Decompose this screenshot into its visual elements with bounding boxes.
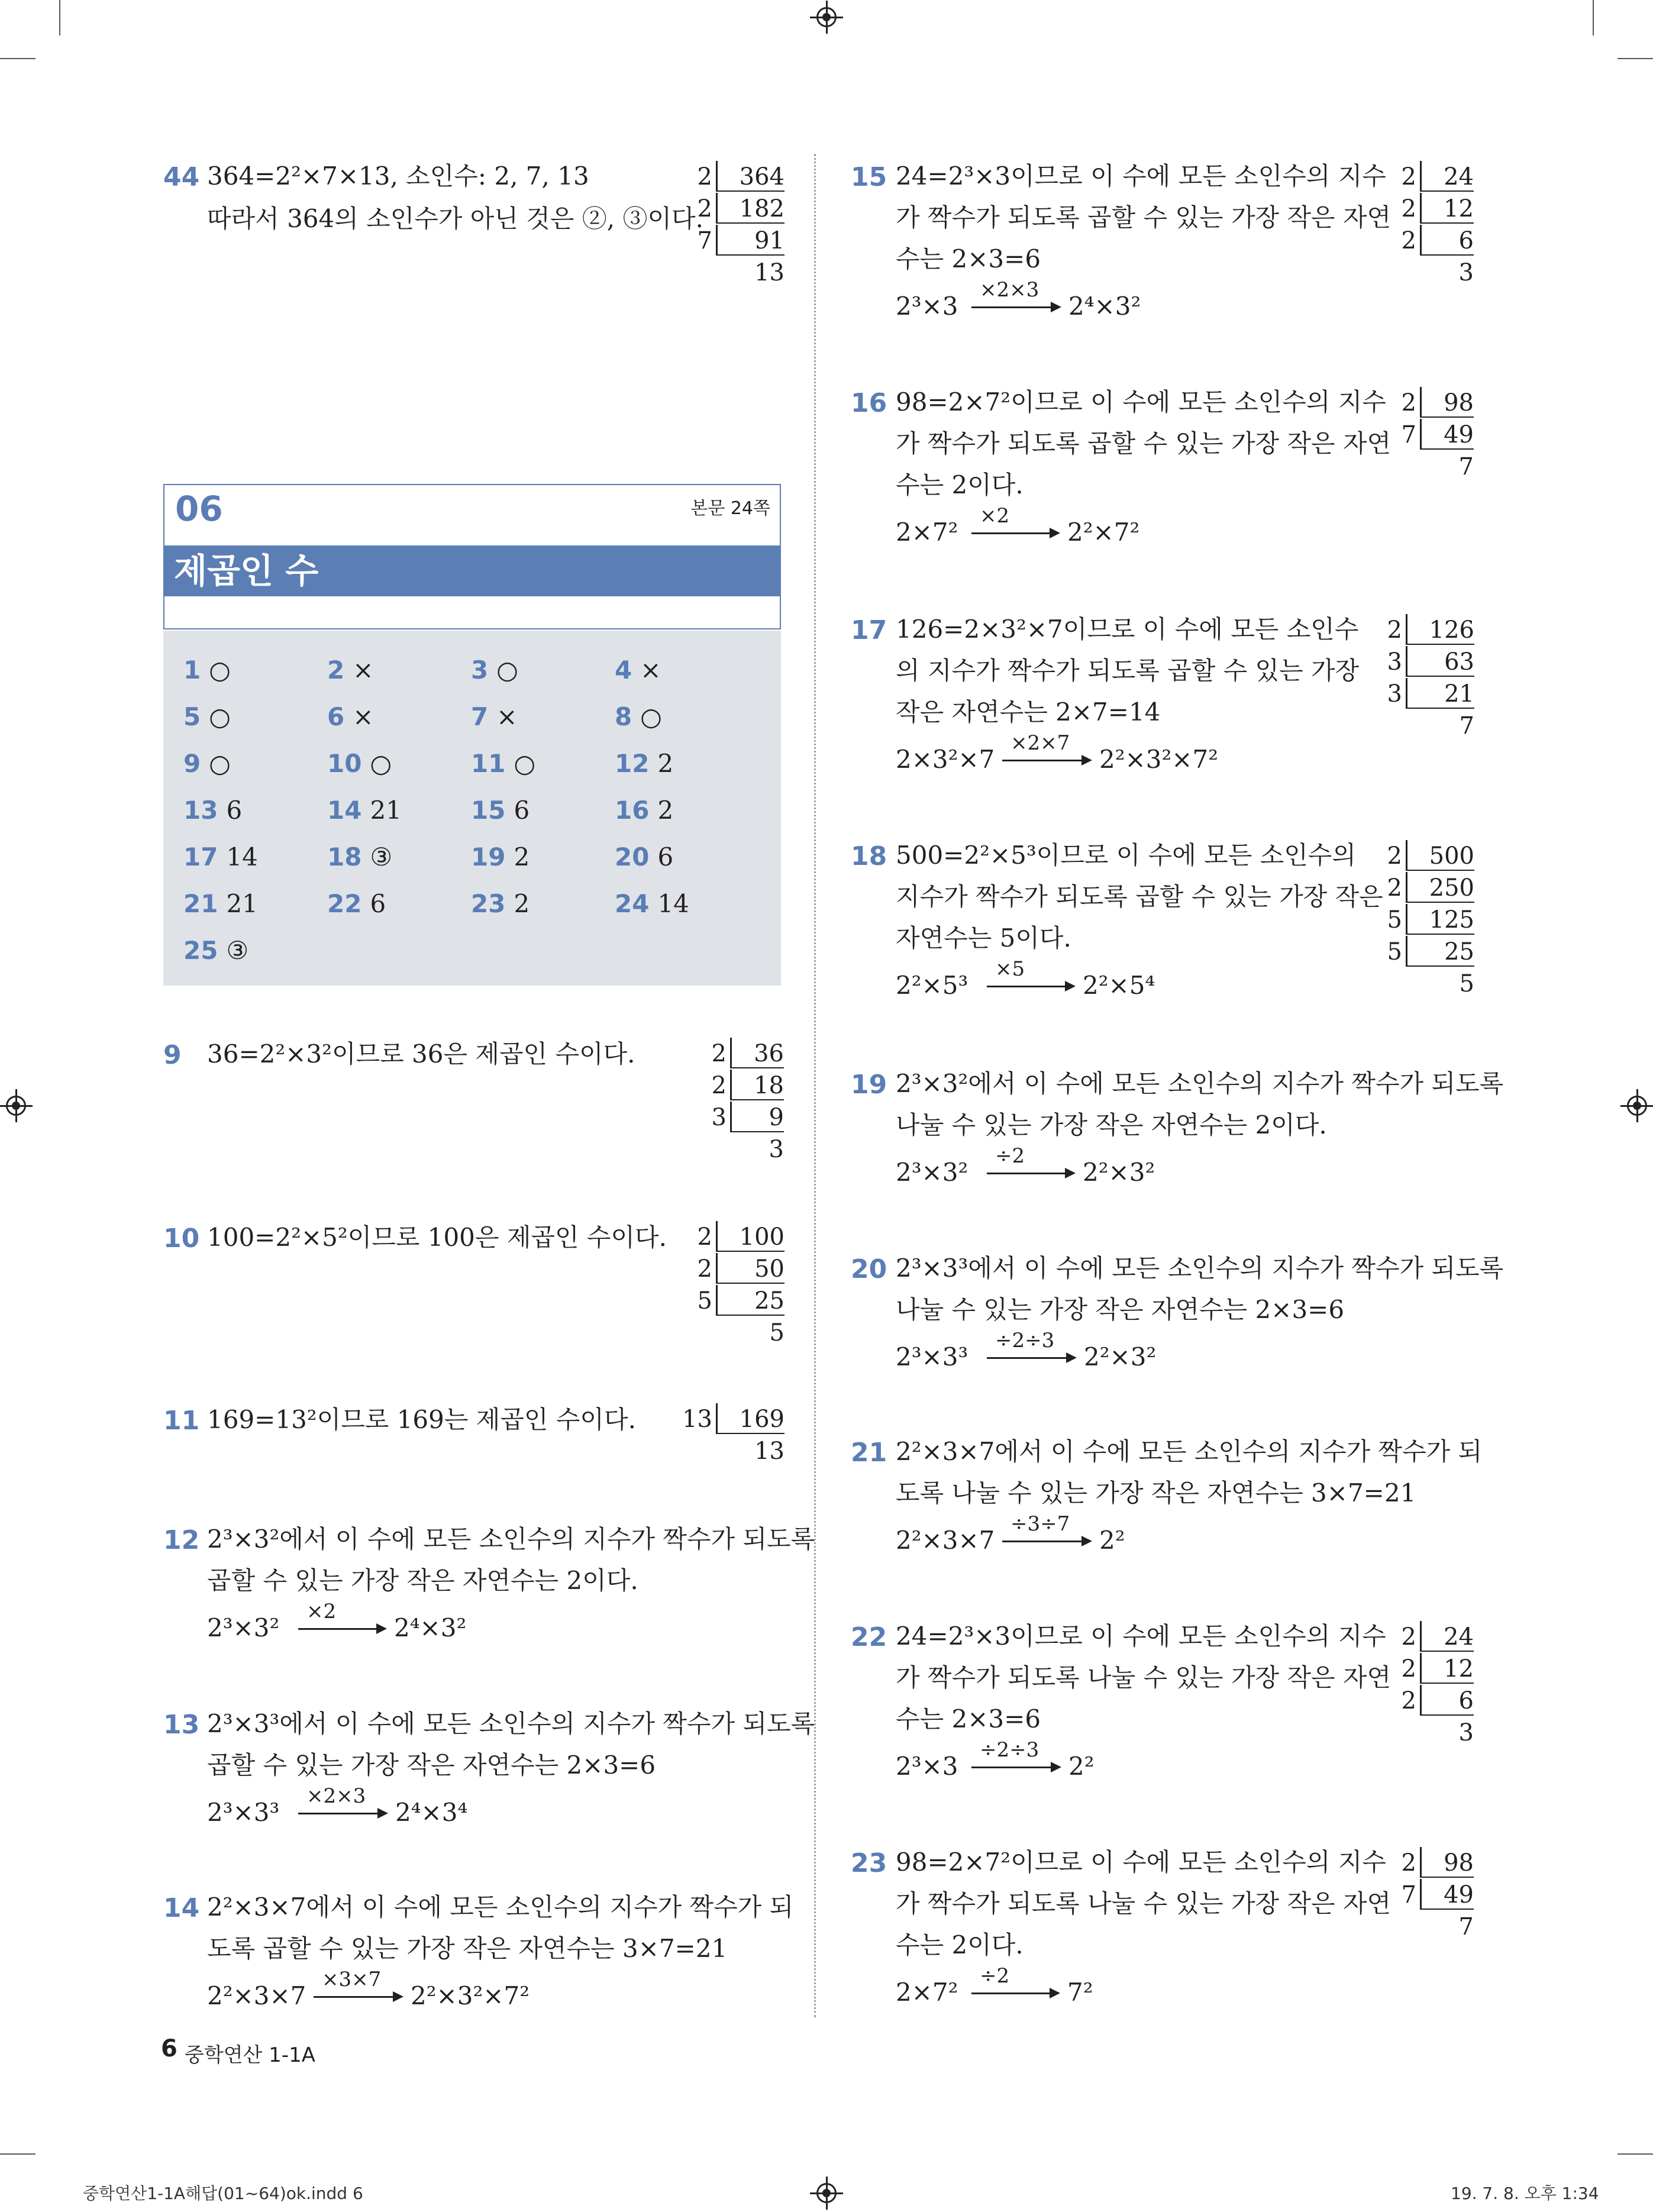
expression-from: 2³×3³ [207, 1798, 280, 1827]
operation-label: ×5 [995, 957, 1025, 981]
answer-value: 6 [370, 889, 386, 918]
operation-label: ÷2 [980, 1964, 1010, 1988]
problem-number: 10 [163, 1223, 200, 1254]
operation-label: ÷2 [995, 1144, 1025, 1168]
arrow-head-icon [1065, 981, 1076, 992]
arrow-icon [987, 1357, 1067, 1359]
expression-to: 2²×3²×7² [411, 1981, 530, 2010]
dividend: 6 [1420, 1685, 1474, 1716]
answer-item [615, 842, 673, 871]
divisor: 2 [711, 1040, 727, 1067]
answer-value: ○ [209, 702, 231, 731]
answer-key-box [163, 631, 781, 986]
problem-line: 의 지수가 짝수가 되도록 곱할 수 있는 가장 [896, 656, 1360, 685]
expression-to: 2²×5⁴ [1083, 971, 1155, 1000]
answer-item [471, 655, 518, 684]
problem-line: 2²×3×7에서 이 수에 모든 소인수의 지수가 짝수가 되 [207, 1893, 794, 1922]
answer-item [183, 702, 231, 731]
divisor: 3 [1387, 680, 1402, 708]
answer-item [471, 702, 517, 731]
divisor: 2 [1401, 163, 1416, 190]
dividend: 126 [1406, 614, 1474, 645]
problem-line: 지수가 짝수가 되도록 곱할 수 있는 가장 작은 [896, 882, 1383, 911]
operation-label: ÷2÷3 [995, 1329, 1055, 1352]
problem-line: 도록 곱할 수 있는 가장 작은 자연수는 3×7=21 [207, 1934, 728, 1963]
answer-number: 6 [327, 702, 345, 731]
quotient: 13 [754, 259, 784, 286]
operation-label: ×2 [306, 1600, 337, 1623]
problem-line: 나눌 수 있는 가장 작은 자연수는 2×3=6 [896, 1295, 1345, 1324]
slug-date: 19. 7. 8. 오후 1:34 [1451, 2184, 1599, 2203]
operation-label: ×2×3 [306, 1784, 366, 1808]
expression-from: 2³×3² [207, 1613, 280, 1642]
answer-value: 2 [514, 842, 530, 871]
expression-to: 2⁴×3² [394, 1613, 467, 1642]
problem-line: 2³×3³에서 이 수에 모든 소인수의 지수가 짝수가 되도록 [207, 1709, 815, 1738]
answer-number: 17 [183, 842, 218, 871]
answer-value: 21 [226, 889, 258, 918]
answer-value: × [353, 702, 374, 731]
answer-item [327, 796, 402, 825]
arrow-head-icon [377, 1808, 388, 1819]
dividend: 98 [1420, 387, 1474, 418]
expression-to: 2² [1068, 1752, 1095, 1781]
divisor: 2 [1401, 1687, 1416, 1714]
expression-from: 2×7² [896, 518, 958, 547]
quotient: 3 [1458, 1719, 1474, 1746]
problem-number: 15 [851, 162, 887, 192]
arrow-icon [298, 1813, 379, 1814]
section-page-ref: 본문 24쪽 [690, 498, 770, 519]
expression-to: 2²×3²×7² [1099, 745, 1219, 774]
page-number: 6 [161, 2035, 177, 2062]
answer-number: 12 [615, 749, 650, 778]
arrow-head-icon [376, 1623, 387, 1634]
divisor: 2 [1401, 389, 1416, 416]
answer-value: 14 [226, 842, 258, 871]
answer-number: 23 [471, 889, 506, 918]
expression-from: 2³×3 [896, 292, 958, 321]
answer-value: × [353, 655, 374, 684]
problem-line: 500=2²×5³이므로 이 수에 모든 소인수의 [896, 841, 1356, 870]
expression-from: 2×3²×7 [896, 745, 995, 774]
expression-to: 2²×7² [1067, 518, 1140, 547]
registration-mark-icon [1627, 1096, 1647, 1116]
problem-line: 가 짝수가 되도록 곱할 수 있는 가장 작은 자연 [896, 429, 1392, 458]
answer-number: 10 [327, 749, 362, 778]
quotient: 7 [1458, 453, 1474, 480]
quotient: 5 [769, 1319, 784, 1346]
problem-line: 가 짝수가 되도록 나눌 수 있는 가장 작은 자연 [896, 1889, 1392, 1918]
answer-number: 5 [183, 702, 201, 731]
dividend: 500 [1406, 840, 1474, 871]
dividend: 49 [1420, 419, 1474, 450]
problem-line: 따라서 364의 소인수가 아닌 것은 ②, ③이다. [207, 204, 703, 233]
answer-number: 24 [615, 889, 650, 918]
problem-line: 가 짝수가 되도록 곱할 수 있는 가장 작은 자연 [896, 203, 1392, 232]
dividend: 24 [1420, 1621, 1474, 1652]
crop-mark [1593, 0, 1594, 35]
dividend: 182 [716, 193, 784, 224]
quotient: 7 [1458, 1913, 1474, 1940]
dividend: 24 [1420, 161, 1474, 192]
answer-value: ○ [209, 749, 231, 778]
answer-item [183, 796, 242, 825]
arrow-head-icon [1066, 1352, 1077, 1363]
answer-item [471, 842, 530, 871]
problem-line: 98=2×7²이므로 이 수에 모든 소인수의 지수 [896, 387, 1386, 416]
arrow-icon [971, 306, 1052, 308]
problem-line: 수는 2×3=6 [896, 1704, 1041, 1733]
answer-item [615, 749, 673, 778]
crop-mark [1618, 58, 1653, 59]
answer-item [471, 796, 530, 825]
dividend: 6 [1420, 225, 1474, 256]
dividend: 12 [1420, 1653, 1474, 1684]
answer-item [615, 796, 673, 825]
problem-line: 2³×3²에서 이 수에 모든 소인수의 지수가 짝수가 되도록 [207, 1525, 815, 1554]
expression-from: 2³×3² [896, 1158, 968, 1187]
problem-line: 36=2²×3²이므로 36은 제곱인 수이다. [207, 1039, 635, 1068]
problem-number: 22 [851, 1622, 887, 1652]
problem-number: 17 [851, 615, 887, 645]
answer-number: 7 [471, 702, 489, 731]
answer-number: 25 [183, 936, 218, 965]
problem-number: 13 [163, 1710, 200, 1740]
crop-mark [0, 2153, 35, 2155]
divisor: 2 [1387, 874, 1402, 902]
registration-mark-icon [816, 2183, 837, 2203]
answer-number: 8 [615, 702, 632, 731]
arrow-head-icon [1051, 1762, 1061, 1772]
arrow-head-icon [1050, 528, 1060, 538]
problem-line: 곱할 수 있는 가장 작은 자연수는 2×3=6 [207, 1751, 656, 1780]
expression-to: 2² [1099, 1526, 1125, 1555]
answer-number: 1 [183, 655, 201, 684]
problem-number: 12 [163, 1525, 200, 1555]
dividend: 25 [1406, 936, 1474, 967]
problem-line: 100=2²×5²이므로 100은 제곱인 수이다. [207, 1223, 667, 1252]
problem-line: 126=2×3²×7이므로 이 수에 모든 소인수 [896, 615, 1359, 644]
operation-label: ×2×7 [1010, 731, 1070, 755]
problem-line: 2³×3³에서 이 수에 모든 소인수의 지수가 짝수가 되도록 [896, 1254, 1504, 1283]
answer-value: 2 [657, 796, 674, 825]
dividend: 9 [730, 1102, 784, 1132]
registration-mark-icon [6, 1096, 26, 1116]
answer-number: 18 [327, 842, 362, 871]
operation-label: ÷3÷7 [1010, 1512, 1070, 1536]
dividend: 36 [730, 1038, 784, 1068]
answer-number: 4 [615, 655, 632, 684]
answer-value: 21 [370, 796, 402, 825]
problem-number: 16 [851, 388, 887, 418]
dividend: 12 [1420, 193, 1474, 224]
operation-label: ×2×3 [980, 278, 1039, 302]
problem-line: 수는 2이다. [896, 470, 1024, 499]
divisor: 5 [1387, 906, 1402, 934]
dividend: 100 [716, 1221, 784, 1252]
answer-item [183, 842, 258, 871]
answer-number: 9 [183, 749, 201, 778]
expression-to: 2²×3² [1083, 1158, 1155, 1187]
answer-item [471, 749, 535, 778]
arrow-icon [987, 1173, 1066, 1174]
quotient: 3 [1458, 259, 1474, 286]
quotient: 7 [1459, 712, 1474, 740]
problem-number: 19 [851, 1070, 887, 1100]
problem-line: 98=2×7²이므로 이 수에 모든 소인수의 지수 [896, 1848, 1386, 1877]
problem-line: 2²×3×7에서 이 수에 모든 소인수의 지수가 짝수가 되 [896, 1437, 1483, 1466]
dividend: 50 [716, 1253, 784, 1284]
answer-item [183, 655, 231, 684]
problem-line: 수는 2이다. [896, 1930, 1024, 1959]
crop-mark [59, 0, 60, 35]
problem-line: 가 짝수가 되도록 나눌 수 있는 가장 작은 자연 [896, 1663, 1392, 1692]
problem-line: 수는 2×3=6 [896, 244, 1041, 273]
dividend: 125 [1406, 904, 1474, 935]
expression-to: 2²×3² [1084, 1342, 1157, 1371]
answer-number: 22 [327, 889, 362, 918]
answer-value: ○ [640, 702, 662, 731]
divisor: 2 [697, 1255, 712, 1283]
arrow-head-icon [1081, 755, 1092, 766]
expression-from: 2³×3³ [896, 1342, 968, 1371]
arrow-icon [971, 1767, 1052, 1768]
answer-item [327, 702, 373, 731]
answer-number: 21 [183, 889, 218, 918]
dividend: 169 [716, 1403, 784, 1434]
answer-value: × [496, 702, 518, 731]
answer-value: ○ [209, 655, 231, 684]
problem-number: 20 [851, 1254, 887, 1284]
section-number: 06 [175, 489, 223, 529]
problem-number: 44 [163, 162, 200, 192]
book-title: 중학연산 1-1A [185, 2043, 315, 2067]
expression-to: 2⁴×3⁴ [395, 1798, 468, 1827]
divisor: 2 [1401, 1623, 1416, 1651]
problem-line: 작은 자연수는 2×7=14 [896, 697, 1161, 726]
expression-from: 2²×3×7 [896, 1526, 995, 1555]
answer-value: 14 [657, 889, 689, 918]
answer-value: 6 [226, 796, 243, 825]
answer-item [327, 655, 373, 684]
arrow-icon [971, 1993, 1051, 1994]
problem-line: 도록 나눌 수 있는 가장 작은 자연수는 3×7=21 [896, 1478, 1416, 1507]
dividend: 98 [1420, 1847, 1474, 1878]
problem-line: 169=13²이므로 169는 제곱인 수이다. [207, 1405, 636, 1434]
expression-from: 2²×3×7 [207, 1981, 306, 2010]
answer-number: 16 [615, 796, 650, 825]
problem-number: 23 [851, 1848, 887, 1878]
divisor: 2 [697, 195, 712, 222]
quotient: 5 [1459, 970, 1474, 997]
answer-value: × [640, 655, 661, 684]
divisor: 2 [1401, 195, 1416, 222]
arrow-head-icon [1050, 1988, 1060, 1998]
answer-item [471, 889, 530, 918]
answer-number: 3 [471, 655, 489, 684]
dividend: 21 [1406, 678, 1474, 709]
arrow-icon [987, 986, 1066, 987]
answer-value: ○ [370, 749, 392, 778]
divisor: 2 [1387, 616, 1402, 644]
answer-number: 20 [615, 842, 650, 871]
answer-item [327, 842, 392, 871]
answer-item [327, 889, 386, 918]
operation-label: ×2 [980, 504, 1010, 528]
answer-number: 19 [471, 842, 506, 871]
answer-value: 2 [514, 889, 530, 918]
divisor: 2 [697, 1223, 712, 1251]
answer-value: ○ [514, 749, 536, 778]
answer-number: 15 [471, 796, 506, 825]
arrow-icon [1002, 760, 1083, 761]
answer-number: 2 [327, 655, 345, 684]
answer-item [615, 655, 661, 684]
crop-mark [1618, 2153, 1653, 2155]
expression-to: 7² [1067, 1978, 1093, 2007]
section-title: 제곱인 수 [164, 545, 780, 596]
divisor: 7 [697, 227, 712, 254]
expression-from: 2×7² [896, 1978, 958, 2007]
answer-value: 6 [657, 842, 674, 871]
answer-value: ③ [226, 936, 249, 965]
answer-number: 14 [327, 796, 362, 825]
divisor: 7 [1401, 1881, 1416, 1909]
divisor: 7 [1401, 421, 1416, 448]
answer-value: 6 [514, 796, 530, 825]
divisor: 3 [1387, 648, 1402, 676]
problem-line: 364=2²×7×13, 소인수: 2, 7, 13 [207, 162, 589, 190]
arrow-head-icon [1081, 1536, 1092, 1546]
answer-item [615, 702, 662, 731]
dividend: 250 [1406, 872, 1474, 903]
answer-item [183, 749, 231, 778]
problem-line: 곱할 수 있는 가장 작은 자연수는 2이다. [207, 1566, 638, 1595]
answer-item [615, 889, 689, 918]
divisor: 2 [1401, 1655, 1416, 1683]
problem-number: 14 [163, 1893, 200, 1923]
dividend: 49 [1420, 1879, 1474, 1910]
slug-file-info: 중학연산1-1A해답(01~64)ok.indd 6 [83, 2184, 363, 2203]
expression-from: 2²×5³ [896, 971, 968, 1000]
arrow-icon [298, 1628, 377, 1630]
quotient: 13 [754, 1438, 784, 1465]
problem-line: 나눌 수 있는 가장 작은 자연수는 2이다. [896, 1110, 1327, 1139]
problem-number: 21 [851, 1438, 887, 1468]
arrow-head-icon [1051, 302, 1061, 312]
divisor: 2 [1401, 1849, 1416, 1877]
section-header [163, 484, 781, 629]
problem-number: 11 [163, 1406, 200, 1436]
answer-item [183, 936, 248, 965]
problem-number: 18 [851, 841, 887, 871]
dividend: 364 [716, 161, 784, 192]
answer-item [327, 749, 392, 778]
expression-from: 2³×3 [896, 1752, 958, 1781]
quotient: 3 [769, 1136, 784, 1163]
operation-label: ×3×7 [322, 1968, 382, 1991]
answer-number: 11 [471, 749, 506, 778]
dividend: 18 [730, 1070, 784, 1100]
answer-value: 2 [657, 749, 674, 778]
arrow-icon [971, 532, 1051, 534]
problem-line: 자연수는 5이다. [896, 923, 1071, 952]
expression-to: 2⁴×3² [1068, 292, 1141, 321]
problem-line: 24=2³×3이므로 이 수에 모든 소인수의 지수 [896, 162, 1386, 190]
divisor: 2 [711, 1072, 727, 1099]
answer-value: ③ [370, 842, 393, 871]
arrow-head-icon [1065, 1168, 1076, 1178]
divisor: 2 [1401, 227, 1416, 254]
problem-line: 2³×3²에서 이 수에 모든 소인수의 지수가 짝수가 되도록 [896, 1069, 1504, 1098]
operation-label: ÷2÷3 [980, 1738, 1039, 1762]
arrow-icon [314, 1996, 394, 1998]
dividend: 63 [1406, 646, 1474, 677]
registration-mark-icon [816, 7, 837, 27]
dividend: 25 [716, 1285, 784, 1316]
crop-mark [0, 58, 35, 59]
answer-number: 13 [183, 796, 218, 825]
divisor: 2 [1387, 842, 1402, 870]
divisor: 2 [697, 163, 712, 190]
arrow-icon [1002, 1541, 1083, 1542]
answer-value: ○ [496, 655, 518, 684]
answer-item [183, 889, 258, 918]
problem-line: 24=2³×3이므로 이 수에 모든 소인수의 지수 [896, 1622, 1386, 1651]
divisor: 13 [682, 1406, 712, 1433]
arrow-head-icon [393, 1991, 403, 2002]
divisor: 3 [711, 1104, 727, 1131]
problem-number: 9 [163, 1040, 182, 1070]
divisor: 5 [697, 1287, 712, 1315]
dividend: 91 [716, 225, 784, 256]
divisor: 5 [1387, 938, 1402, 965]
